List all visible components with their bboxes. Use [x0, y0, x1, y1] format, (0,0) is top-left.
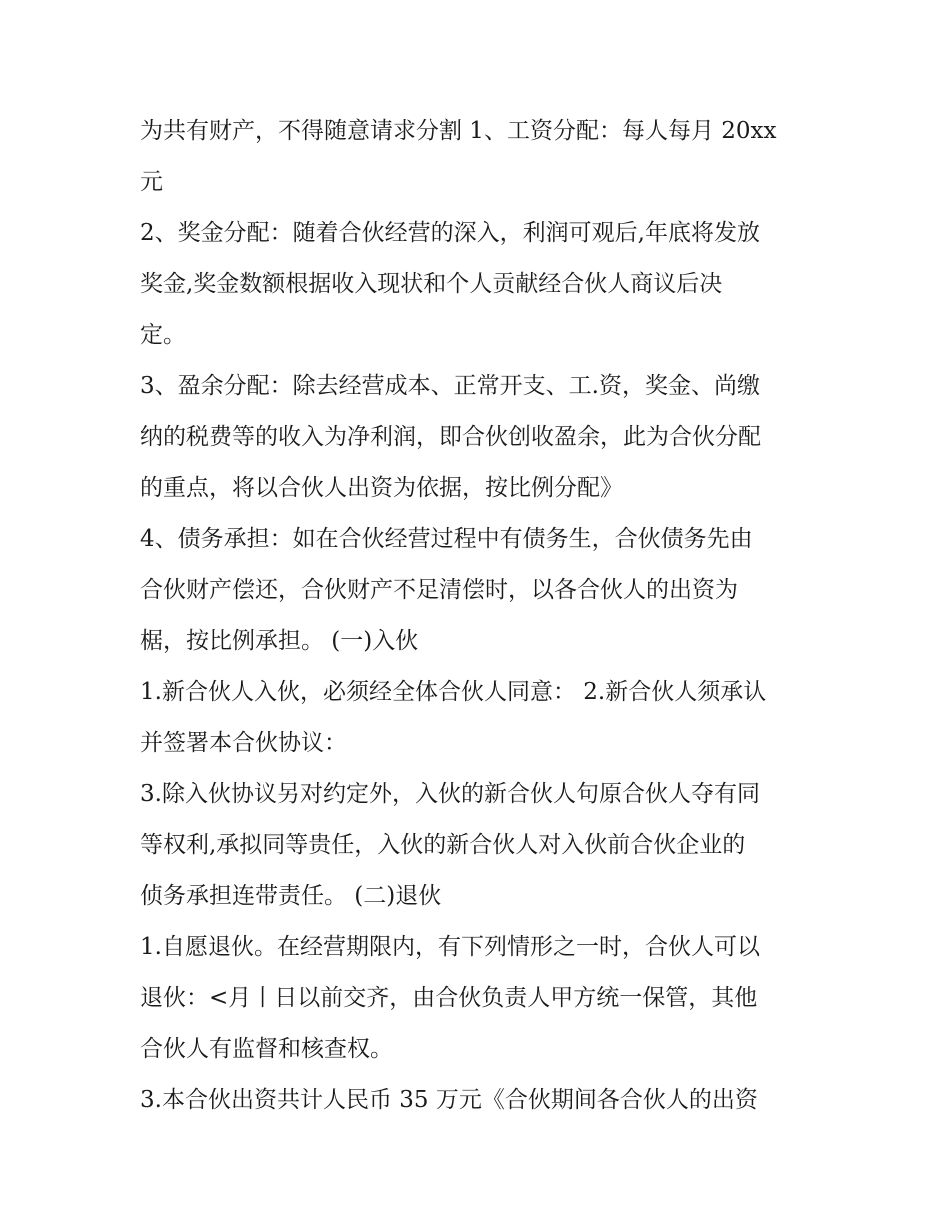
text-line: 1.自愿退伙。在经营期限内，有下列情形之一时，合伙人可以 [140, 934, 760, 960]
document-body [140, 106, 820, 1126]
text-line: 为共有财产，不得随意请求分割 1、工资分配：每人每月 20xx [140, 118, 777, 144]
text-line: 的重点，将以合伙人出资为依据，按比例分配》 [140, 475, 623, 501]
text-line: 合伙财产偿还，合伙财产不足清偿时，以各合伙人的出资为 [140, 577, 738, 603]
text-line: 3.本合伙出资共计人民币 35 万元《合伙期间各合伙人的出资 [140, 1087, 758, 1113]
text-line: 定。 [140, 322, 186, 348]
text-line: 2、奖金分配：随着合伙经营的深入，利润可观后,年底将发放 [140, 220, 760, 246]
text-line: 并签署本合伙协议： [140, 730, 347, 756]
text-line: 1.新合伙人入伙，必须经全体合伙人同意： 2.新合伙人须承认 [140, 679, 767, 705]
text-line: 等权利,承拟同等贵任，入伙的新合伙人对入伙前合伙企业的 [140, 832, 746, 858]
text-line: 3、盈余分配：除去经营成本、正常开支、工.资，奖金、尚缴 [140, 373, 760, 399]
text-line: 4、债务承担：如在合伙经营过程中有债务生，合伙债务先由 [140, 526, 753, 552]
text-line: 3.除入伙协议另对约定外，入伙的新合伙人句原合伙人夺有同 [140, 781, 760, 807]
text-line: 侦务承担连带责任。 (二)退伙 [140, 883, 442, 909]
text-line: 合伙人有监督和核查权。 [140, 1036, 393, 1062]
text-line: 椐，按比例承担。 (一)入伙 [140, 628, 419, 654]
text-line: 奖金,奖金数额根据收入现状和个人贡献经合伙人商议后决 [140, 271, 723, 297]
text-line: 元 [140, 169, 163, 195]
text-line: 退伙：<月丨日以前交齐，由合伙负责人甲方统一保管，其他 [140, 985, 758, 1011]
text-line: 纳的税费等的收入为净利润，即合伙创收盈余，此为合伙分配 [140, 424, 761, 450]
